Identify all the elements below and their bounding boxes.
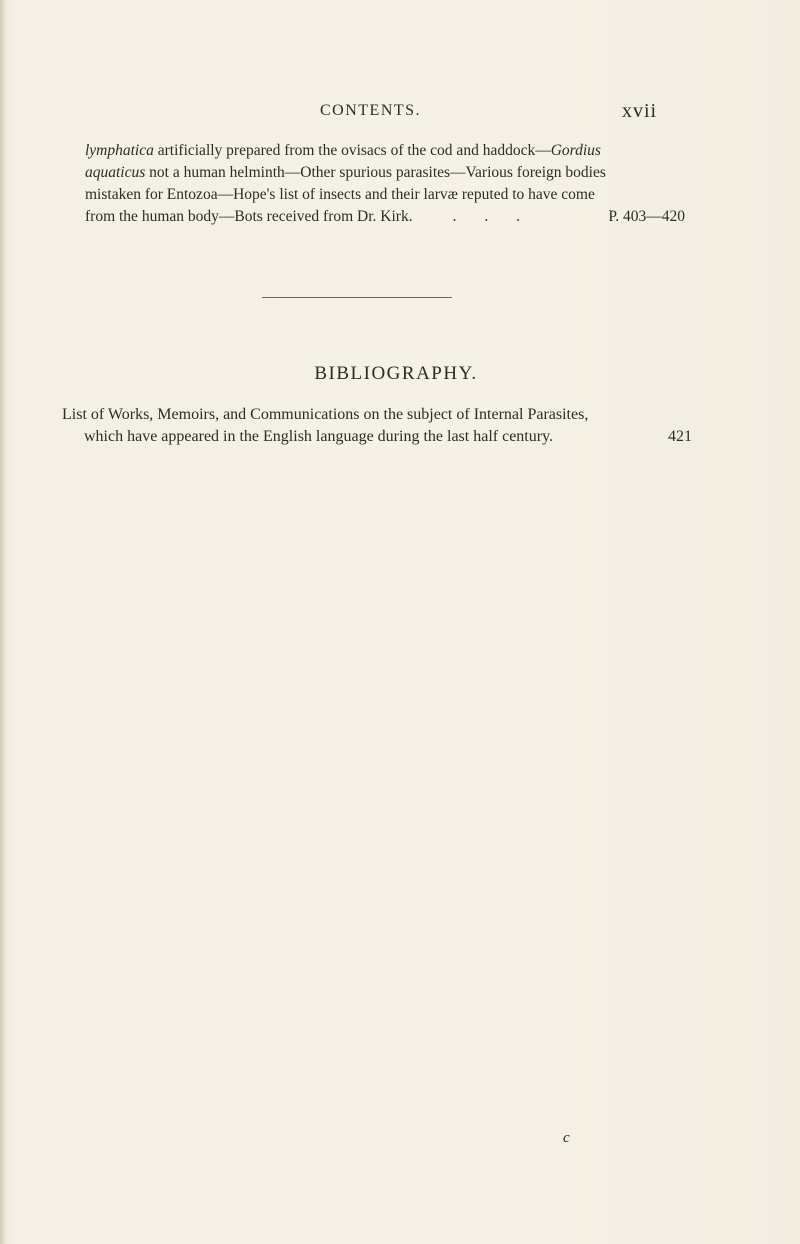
entry-italic-lymphatica: lymphatica — [85, 142, 154, 159]
entry-line-2-text: not a human helminth—Other spurious parasites—Various foreign bodies — [145, 164, 606, 181]
spine-shadow — [0, 0, 6, 1244]
section-divider-rule — [262, 297, 452, 298]
entry-italic-gordius: Gordius — [550, 142, 601, 159]
running-head — [0, 102, 800, 126]
bibliography-line-2 — [62, 426, 692, 448]
entry-line-1 — [85, 140, 685, 162]
entry-line-4 — [85, 206, 685, 228]
entry-line-1-text: artificially prepared from the ovisacs of the cod and haddock— — [153, 142, 551, 159]
entry-line-4-body: from the human body—Bots received from Dr. Kirk. — [85, 208, 413, 225]
contents-entry — [85, 140, 685, 228]
bibliography-line-2-text: which have appeared in the English language during the last half century. — [84, 428, 554, 445]
entry-line-4-text — [85, 206, 532, 228]
entry-line-2 — [85, 162, 685, 184]
bibliography-entry — [62, 404, 692, 448]
section-heading-text: BIBLIOGRAPHY. — [314, 363, 478, 384]
entry-line-3: mistaken for Entozoa—Hope's list of insects and their larvæ reputed to have come — [85, 186, 595, 203]
bibliography-page: 421 — [668, 428, 692, 445]
bibliography-line-1: List of Works, Memoirs, and Communications on the subject of Internal Parasites, — [62, 406, 589, 423]
page-number: xvii — [622, 100, 658, 122]
entry-page-range: P. 403—420 — [608, 208, 685, 225]
leader-dots: . . . — [452, 208, 532, 225]
running-title: CONTENTS. — [320, 102, 422, 119]
section-heading — [0, 363, 800, 385]
signature-mark: c — [563, 1130, 570, 1146]
entry-italic-aquaticus: aquaticus — [85, 164, 146, 181]
